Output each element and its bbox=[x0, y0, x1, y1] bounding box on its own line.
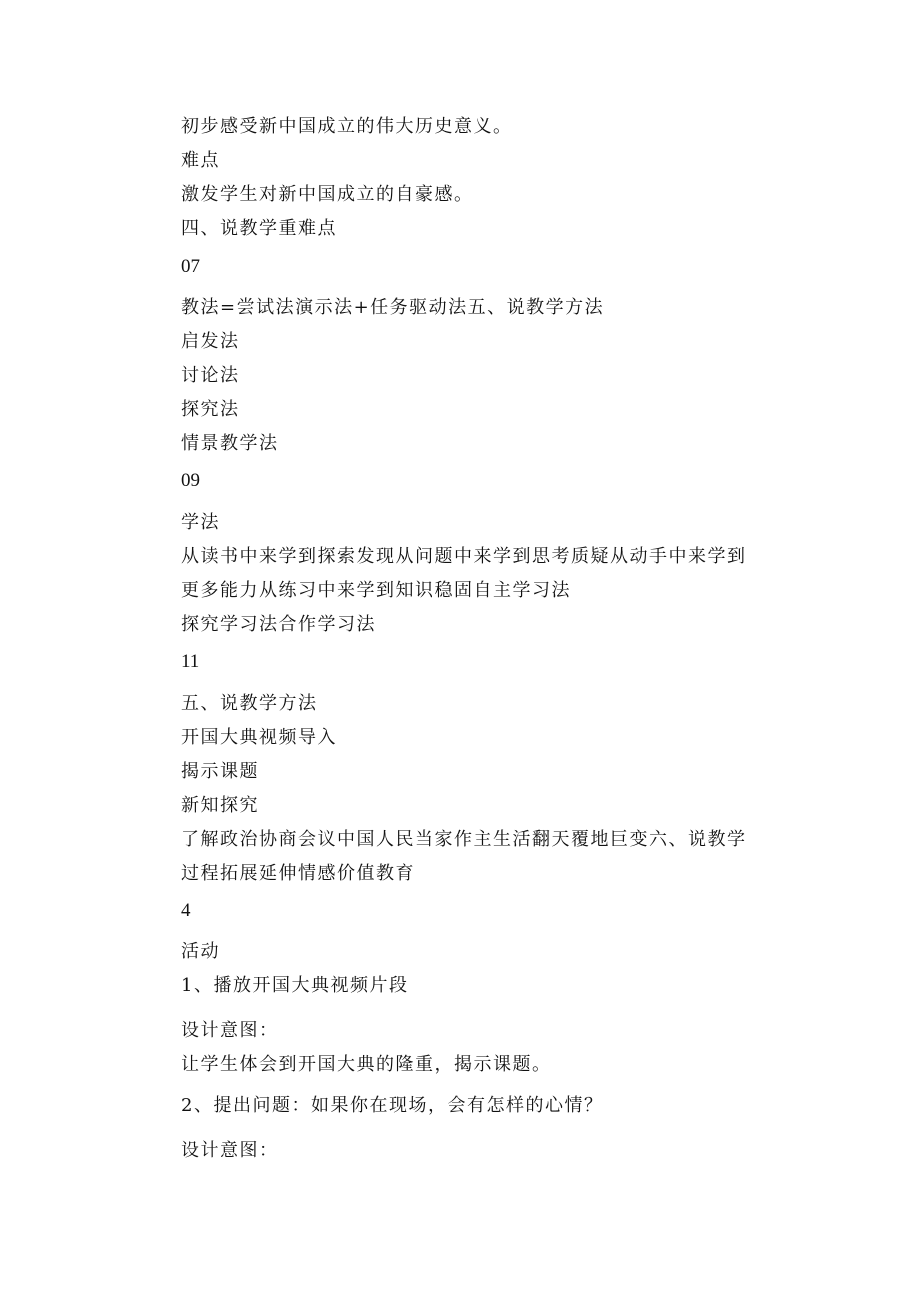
list-item: 启发法 bbox=[181, 331, 240, 352]
design-intent-label: 设计意图： bbox=[181, 1020, 279, 1041]
section-label-activity: 活动 bbox=[181, 941, 220, 962]
design-intent-label: 设计意图： bbox=[181, 1140, 279, 1161]
section-heading: 四、说教学重难点 bbox=[181, 218, 337, 239]
page-number: 11 bbox=[181, 651, 200, 672]
page-number: 09 bbox=[181, 470, 200, 491]
text-line: 让学生体会到开国大典的隆重，揭示课题。 bbox=[181, 1054, 552, 1075]
text-line: 从读书中来学到探索发现从问题中来学到思考质疑从动手中来学到 bbox=[181, 546, 747, 567]
text-line: 过程拓展延伸情感价值教育 bbox=[181, 863, 415, 884]
page-number: 4 bbox=[181, 900, 191, 921]
text-line: 初步感受新中国成立的伟大历史意义。 bbox=[181, 116, 513, 137]
list-item: 讨论法 bbox=[181, 365, 240, 386]
section-label-difficulty: 难点 bbox=[181, 150, 220, 171]
text-line: 教法=尝试法演示法+任务驱动法五、说教学方法 bbox=[181, 297, 605, 318]
text-line: 了解政治协商会议中国人民当家作主生活翻天覆地巨变六、说教学 bbox=[181, 829, 747, 850]
list-item: 探究法 bbox=[181, 399, 240, 420]
list-item: 2、提出问题：如果你在现场，会有怎样的心情？ bbox=[181, 1095, 604, 1116]
list-item: 揭示课题 bbox=[181, 761, 259, 782]
section-heading: 五、说教学方法 bbox=[181, 693, 318, 714]
list-item: 开国大典视频导入 bbox=[181, 727, 337, 748]
list-item: 情景教学法 bbox=[181, 433, 279, 454]
list-item: 1、播放开国大典视频片段 bbox=[181, 975, 409, 996]
page-number: 07 bbox=[181, 256, 200, 277]
text-line: 激发学生对新中国成立的自豪感。 bbox=[181, 184, 474, 205]
text-line: 探究学习法合作学习法 bbox=[181, 614, 376, 635]
text-line: 更多能力从练习中来学到知识稳固自主学习法 bbox=[181, 580, 571, 601]
section-label-learning-method: 学法 bbox=[181, 512, 220, 533]
list-item: 新知探究 bbox=[181, 795, 259, 816]
